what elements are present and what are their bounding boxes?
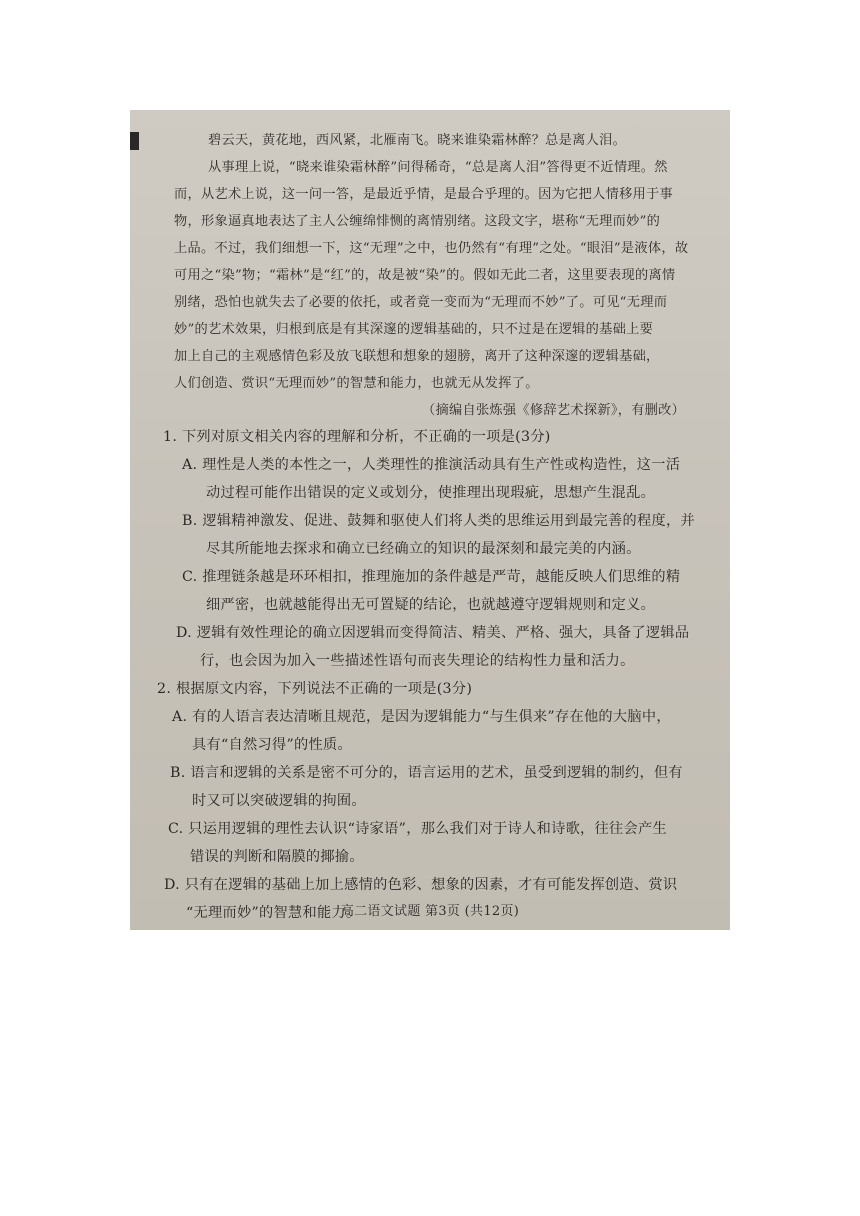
page-footer: 高二语文试题 第3页 (共12页) bbox=[340, 904, 520, 919]
passage-line: 上品。不过，我们细想一下，这“无理”之中，也仍然有“有理”之处。“眼泪”是液体，故 bbox=[174, 241, 689, 256]
question-1-option-a: A. 理性是人类的本性之一，人类理性的推演活动具有生产性或构造性，这一活 bbox=[182, 457, 681, 473]
question-1-option-b: B. 逻辑精神激发、促进、鼓舞和驱使人们将人类的思维运用到最完善的程度，并 bbox=[182, 513, 695, 529]
question-2-option-c: C. 只运用逻辑的理性去认识“诗家语”，那么我们对于诗人和诗歌，往往会产生 bbox=[168, 821, 667, 837]
passage-line: 物，形象逼真地表达了主人公缠绵悱恻的离情别绪。这段文字，堪称“无理而妙”的 bbox=[174, 214, 661, 229]
passage-source: （摘编自张炼强《修辞艺术探新》，有删改） bbox=[422, 403, 686, 418]
question-2-option-a-cont: 具有“自然习得”的性质。 bbox=[192, 737, 352, 753]
question-2-option-a: A. 有的人语言表达清晰且规范，是因为逻辑能力“与生俱来”存在他的大脑中， bbox=[172, 709, 671, 725]
question-2-stem: 2. 根据原文内容，下列说法不正确的一项是(3分) bbox=[157, 681, 473, 697]
passage-line: 加上自己的主观感情色彩及放飞联想和想象的翅膀，离开了这种深邃的逻辑基础， bbox=[174, 349, 660, 364]
question-1-option-c-cont: 细严密，也就越能得出无可置疑的结论，也就越遵守逻辑规则和定义。 bbox=[206, 597, 656, 613]
passage-line: 从事理上说，“晓来谁染霜林醉”问得稀奇，“总是离人泪”答得更不近情理。然 bbox=[208, 160, 668, 175]
question-2-option-d: D. 只有在逻辑的基础上加上感情的色彩、想象的因素，才有可能发挥创造、赏识 bbox=[164, 877, 678, 893]
passage-line: 别绪，恐怕也就失去了必要的依托，或者竟一变而为“无理而不妙”了。可见“无理而 bbox=[174, 295, 668, 310]
question-1-option-a-cont: 动过程可能作出错误的定义或划分，使推理出现瑕疵，思想产生混乱。 bbox=[206, 485, 656, 501]
question-1-option-b-cont: 尽其所能地去探求和确立已经确立的知识的最深刻和最完美的内涵。 bbox=[206, 541, 641, 557]
passage-line: 而，从艺术上说，这一问一答，是最近乎情，是最合乎理的。因为它把人情移用于事 bbox=[174, 187, 674, 202]
question-2-option-b-cont: 时又可以突破逻辑的拘囿。 bbox=[192, 793, 366, 809]
document-photo bbox=[130, 110, 730, 930]
question-1-option-d-cont: 行，也会因为加入一些描述性语句而丧失理论的结构性力量和活力。 bbox=[200, 653, 635, 669]
passage-line: 可用之“染”物；“霜林”是“红”的，故是被“染”的。假如无此二者，这里要表现的离情 bbox=[174, 268, 676, 283]
question-2-option-d-cont: “无理而妙”的智慧和能力。 bbox=[186, 905, 361, 921]
scan-edge-mark bbox=[130, 132, 139, 150]
passage-line: 妙”的艺术效果，归根到底是有其深邃的逻辑基础的，只不过是在逻辑的基础上要 bbox=[174, 322, 654, 337]
question-1-stem: 1. 下列对原文相关内容的理解和分析，不正确的一项是(3分) bbox=[163, 429, 551, 445]
question-1-option-c: C. 推理链条越是环环相扣，推理施加的条件越是严苛，越能反映人们思维的精 bbox=[182, 569, 681, 585]
passage-line: 碧云天，黄花地，西风紧，北雁南飞。晓来谁染霜林醉？总是离人泪。 bbox=[208, 133, 627, 148]
question-2-option-c-cont: 错误的判断和隔膜的揶揄。 bbox=[190, 849, 364, 865]
question-1-option-d: D. 逻辑有效性理论的确立因逻辑而变得简洁、精美、严格、强大，具备了逻辑品 bbox=[176, 625, 690, 641]
question-2-option-b: B. 语言和逻辑的关系是密不可分的，语言运用的艺术，虽受到逻辑的制约，但有 bbox=[170, 765, 683, 781]
passage-line: 人们创造、赏识“无理而妙”的智慧和能力，也就无从发挥了。 bbox=[174, 376, 539, 391]
